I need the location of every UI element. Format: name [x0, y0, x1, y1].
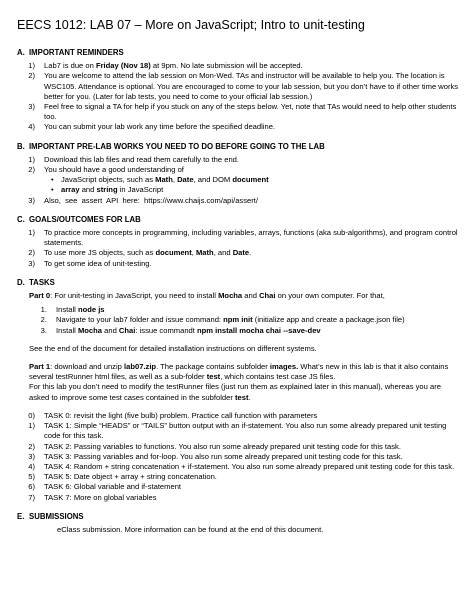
bullet-icon: •	[51, 185, 54, 195]
list-item: 1) Download this lab files and read them carefully to the end.	[28, 154, 240, 164]
list-item: 7) TASK 7: More on global variables	[28, 492, 157, 502]
list-item: 3) To get some idea of unit-testing.	[28, 258, 152, 268]
goals-list	[17, 228, 461, 269]
part0-paragraph: Part 0: For unit-testing in JavaScript, you need to install Mocha and Chai on your own computer. For that,	[29, 291, 385, 301]
list-item: 2) You should have a good understanding of	[28, 165, 184, 175]
list-item: 4) You can submit your lab work any time before the specified deadline.	[28, 122, 276, 132]
list-item: 3) Also, see assert API here: https://www.chaijs.com/api/assert/	[17, 196, 461, 206]
page-title: EECS 1012: LAB 07 – More on JavaScript; Intro to unit-testing	[17, 18, 365, 32]
install-steps	[17, 305, 461, 336]
section-heading: E. SUBMISSIONS	[17, 511, 84, 521]
section-heading: A. IMPORTANT REMINDERS	[17, 48, 124, 57]
section-submissions	[17, 512, 461, 535]
list-item: 2) You are welcome to attend the lab session on Mon-Wed. TAs and instructor will be available to help you. The location is WSC105. Attendance is optional. You are encouraged to come to your lab session, but you don’t have to if other time works better for you. (Later for lab tests, you need to come to your official lab session.)	[28, 71, 459, 101]
section-heading: D. TASKS	[17, 277, 55, 287]
list-item: 2) TASK 2: Passing variables to functions. You also run some already prepared unit testing code for this task.	[28, 441, 401, 451]
section-goals	[17, 215, 461, 269]
list-item: 1) To practice more concepts in programming, including variables, arrays, functions (aka sub-algorithms), and program control statements.	[28, 228, 458, 248]
list-item: 3) TASK 3: Passing variables and for-loop. You also run some already prepared unit testing code for this task.	[28, 451, 403, 461]
reminders-list	[17, 61, 461, 132]
bullet-item: • JavaScript objects, such as Math, Date, and DOM document	[51, 175, 269, 185]
list-item: 2) To use more JS objects, such as document, Math, and Date.	[28, 248, 252, 258]
section-reminders	[17, 48, 461, 133]
section-heading: B. IMPORTANT PRE-LAB WORKS YOU NEED TO DO BEFORE GOING TO THE LAB	[17, 141, 325, 151]
list-item: 4) TASK 4: Random + string concatenation + if-statement. You also run some already prepared unit testing code for this task.	[28, 461, 455, 471]
bullet-item: • array and string in JavaScript	[51, 185, 164, 195]
submission-text: eClass submission. More information can be found at the end of this document.	[57, 524, 324, 534]
list-item: 1. Install node js	[40, 305, 105, 315]
list-item: 0) TASK 0: revisit the light (five bulb) problem. Practice call function with parameters	[28, 410, 318, 420]
lab-document	[17, 18, 461, 544]
list-item: 1) TASK 1: Simple “HEADS” or “TAILS” button output with an if-statement. You also run some already prepared unit testing code for this task.	[28, 421, 447, 441]
section-prelab	[17, 142, 461, 206]
bullet-icon: •	[51, 175, 54, 185]
list-item: 3) Feel free to signal a TA for help if you stuck on any of the steps below. Yet, note that TAs would need to help other students too.	[28, 102, 457, 122]
list-item: 1) Lab7 is due on Friday (Nov 18) at 9pm. No late submission will be accepted.	[28, 61, 303, 71]
part1-note: For this lab you don’t need to modify the testRunner files (just run them as explained later in this manual), whereas you are asked to improve some test cases contained in the subfolder test.	[29, 382, 441, 402]
list-item: 3. Install Mocha and Chai: issue commandt npm install mocha chai --save-dev	[40, 325, 321, 335]
task-list	[17, 411, 461, 503]
list-item: 2. Navigate to your lab7 folder and issue command: npm init (initialize app and create a package.json file)	[40, 315, 405, 325]
assert-api-link[interactable]: Also, see assert API here: https://www.chaijs.com/api/assert/	[44, 195, 258, 205]
prelab-list	[17, 155, 461, 206]
install-note: See the end of the document for detailed installation instructions on different systems.	[29, 343, 317, 353]
section-heading: C. GOALS/OUTCOMES FOR LAB	[17, 214, 141, 224]
section-tasks	[17, 278, 461, 503]
part1-paragraph: Part 1: download and unzip lab07.zip. The package contains subfolder images. What’s new in this lab is that it also contains several testRunner html files, as well as a sub-folder test, which contains test case JS files.	[29, 362, 449, 382]
list-item: 5) TASK 5: Date object + array + string concatenation.	[28, 472, 217, 482]
list-item: 6) TASK 6: Global variable and if-statement	[28, 482, 182, 492]
